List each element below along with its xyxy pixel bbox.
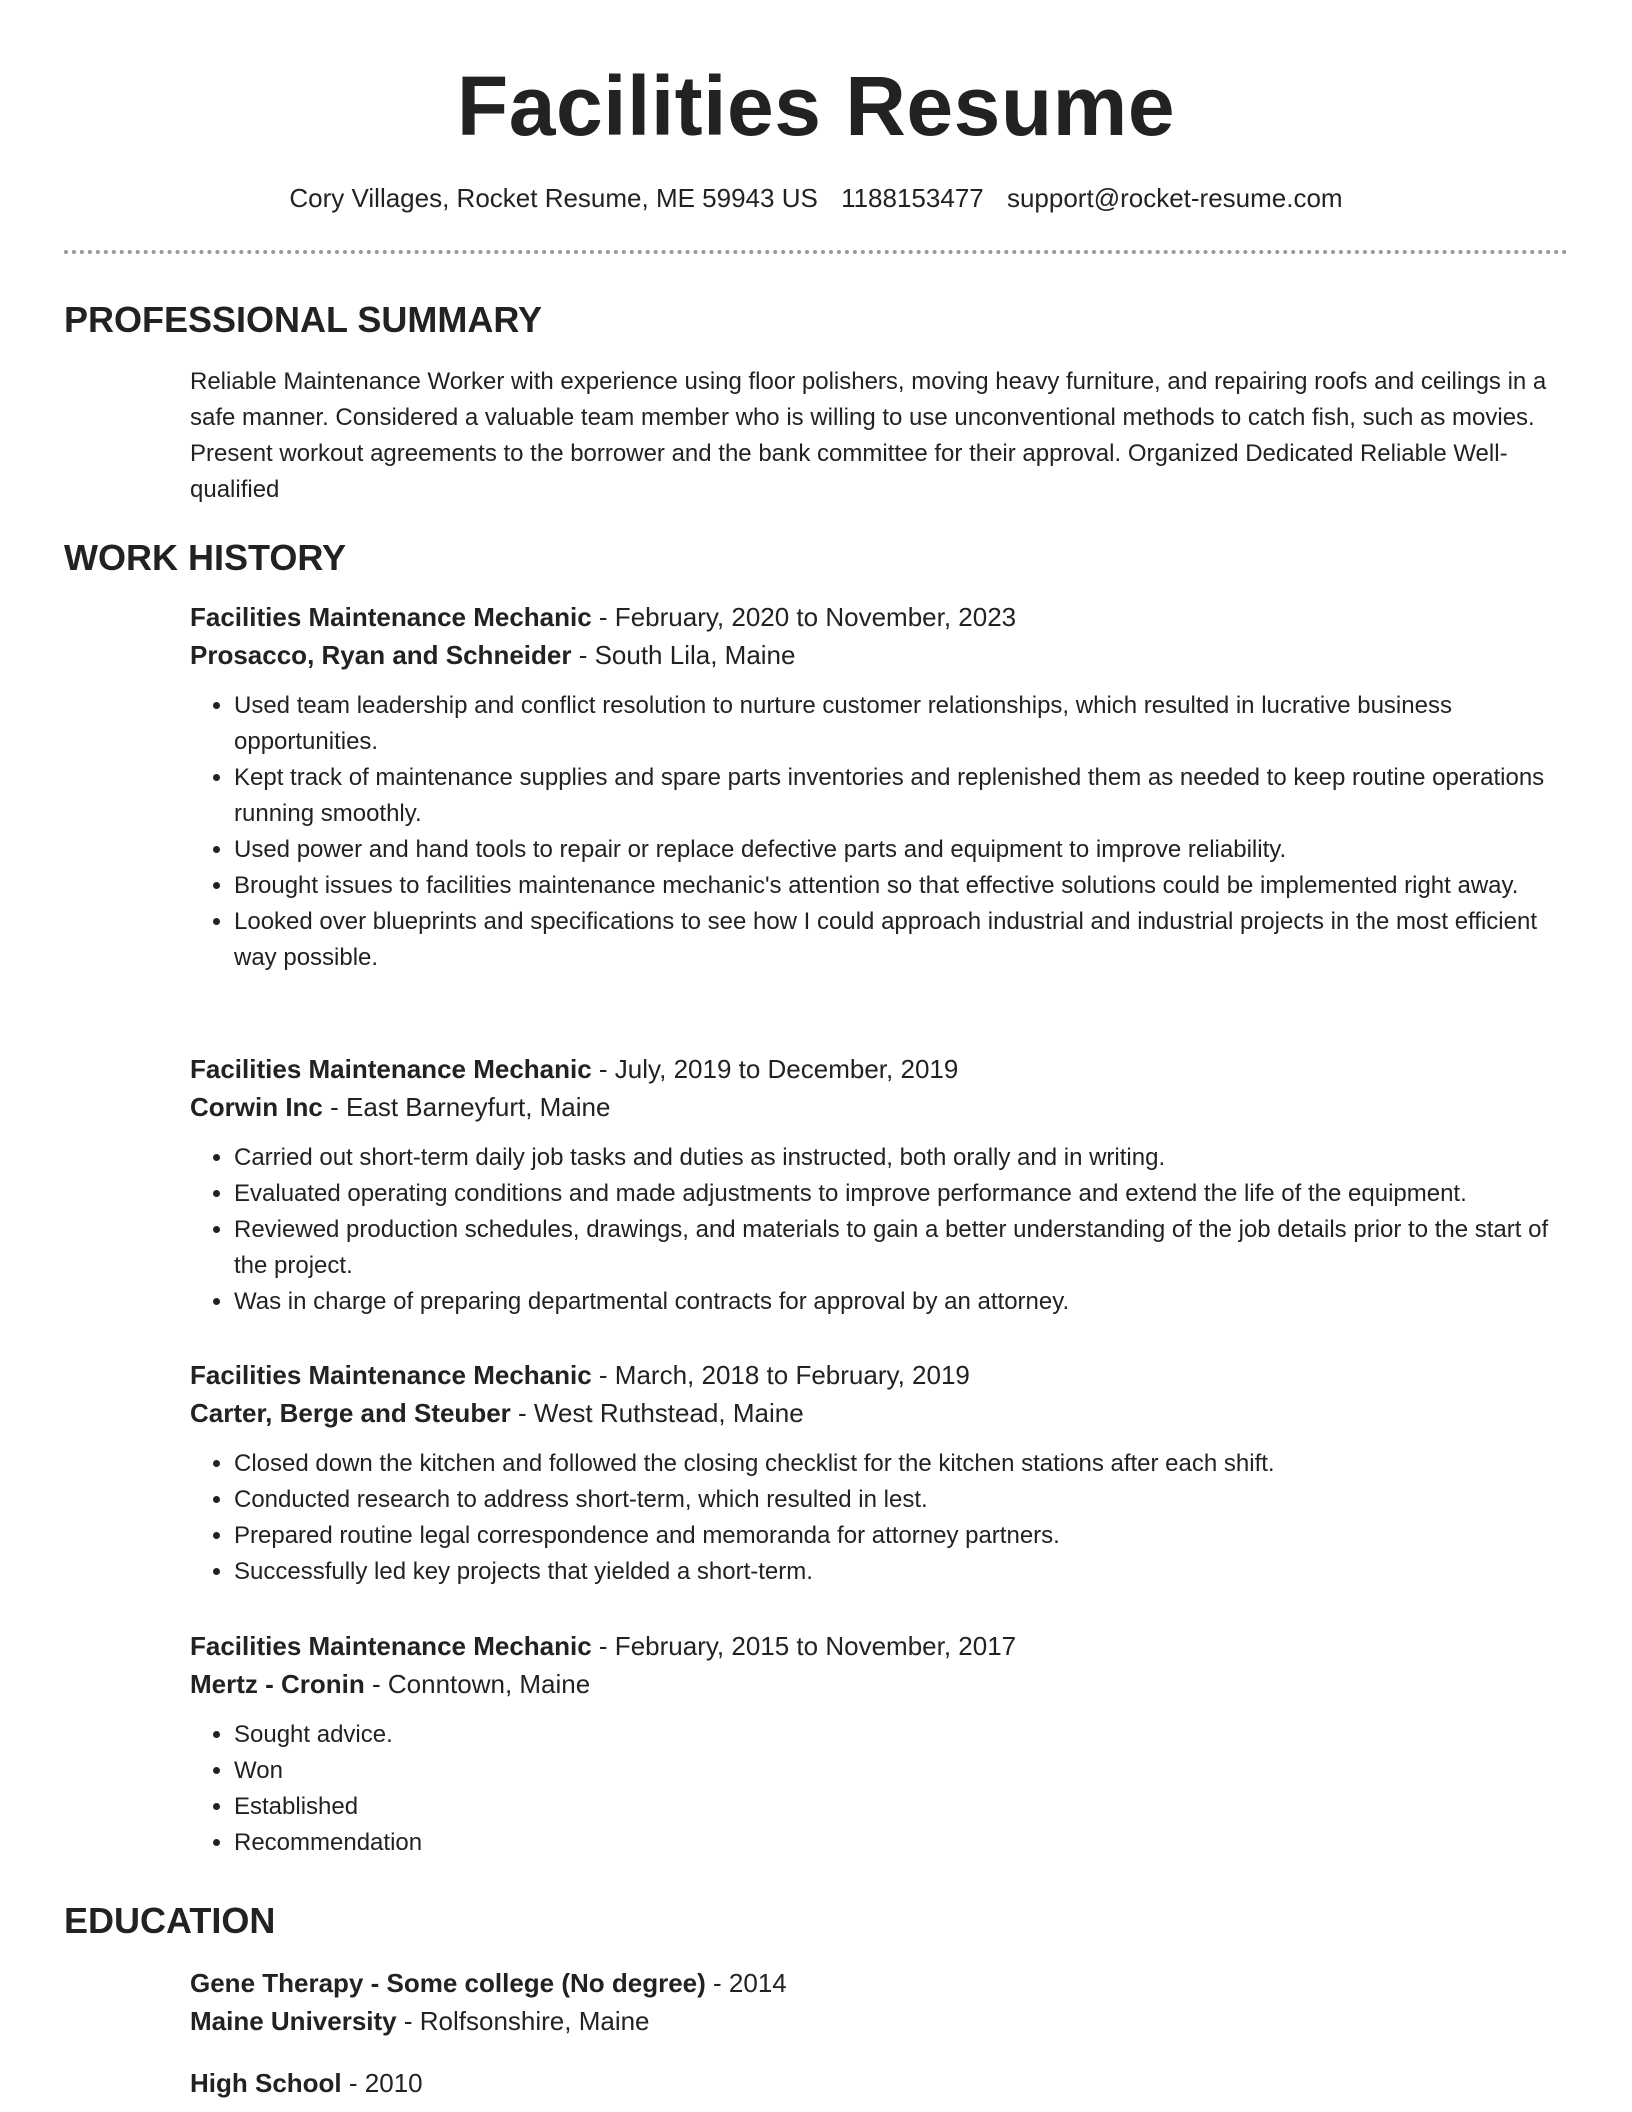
education-entry [190,2064,1570,2102]
job-title-line [190,598,1570,636]
job-bullets [190,688,1570,976]
job-bullet: • Prepared routine legal correspondence and memoranda for attorney partners. [234,1518,1570,1554]
job-bullet: • Carried out short-term daily job tasks and duties as instructed, both orally and in writing. [234,1140,1570,1176]
job-title-line [190,1356,1570,1394]
job-company: Carter, Berge and Steuber [190,1398,511,1428]
job-company-line [190,1394,1570,1432]
job-bullet: • Kept track of maintenance supplies and spare parts inventories and replenished them as needed to keep routine operations running smoothly. [234,760,1570,832]
job-title: Facilities Maintenance Mechanic [190,1631,592,1661]
header-divider [64,250,1568,254]
resume-title: Facilities Resume [456,59,1176,153]
job-bullet: • Conducted research to address short-term, which resulted in lest. [234,1482,1570,1518]
contact-address: Cory Villages, Rocket Resume, ME 59943 US [289,183,818,213]
education-school-line [190,2002,1570,2040]
job-bullet: • Was in charge of preparing departmental contracts for approval by an attorney. [234,1284,1570,1320]
education-degree-line [190,1964,1570,2002]
job-bullet: • Established [234,1789,1570,1825]
job-location: - West Ruthstead, Maine [510,1398,804,1428]
job-bullets [190,1717,1570,1861]
summary-text: Reliable Maintenance Worker with experience using floor polishers, moving heavy furniture, and repairing roofs and ceilings in a safe manner. Considered a valuable team member who is willing to use unconventional methods to catch fish, such as movies. Present workout agreements to the borrower and the bank committee for their approval. Organized Dedicated Reliable Well-qualified [190,368,1547,503]
job-bullet: • Used power and hand tools to repair or replace defective parts and equipment to improve reliability. [234,832,1570,868]
education-school: Maine University [190,2006,397,2036]
education-heading: EDUCATION [64,1900,276,1941]
contact-line [0,180,1632,216]
job-dates: - July, 2019 to December, 2019 [591,1054,959,1084]
job-bullets [190,1140,1570,1320]
job-bullet: • Brought issues to facilities maintenance mechanic's attention so that effective solutions could be implemented right away. [234,868,1570,904]
job-bullet: • Used team leadership and conflict resolution to nurture customer relationships, which resulted in lucrative business opportunities. [234,688,1570,760]
job-entry [190,1627,1570,1861]
education-year: - 2010 [341,2068,423,2098]
job-company-line [190,636,1570,674]
contact-email: support@rocket-resume.com [1006,183,1343,213]
education-degree-line [190,2064,1570,2102]
job-company: Prosacco, Ryan and Schneider [190,640,572,670]
contact-phone: 1188153477 [841,183,984,213]
job-title: Facilities Maintenance Mechanic [190,602,592,632]
job-location: - Conntown, Maine [364,1669,591,1699]
job-company-line [190,1088,1570,1126]
job-company-line [190,1665,1570,1703]
job-dates: - February, 2020 to November, 2023 [591,602,1017,632]
job-company: Corwin Inc [190,1092,323,1122]
job-bullet: • Evaluated operating conditions and made adjustments to improve performance and extend the life of the equipment. [234,1176,1570,1212]
job-bullet: • Closed down the kitchen and followed the closing checklist for the kitchen stations after each shift. [234,1446,1570,1482]
job-bullet: • Sought advice. [234,1717,1570,1753]
job-location: - East Barneyfurt, Maine [322,1092,611,1122]
job-bullet: • Recommendation [234,1825,1570,1861]
job-entry [190,598,1570,976]
job-title-line [190,1627,1570,1665]
job-company: Mertz - Cronin [190,1669,365,1699]
education-year: - 2014 [705,1968,787,1998]
education-degree: High School [190,2068,342,2098]
job-title: Facilities Maintenance Mechanic [190,1054,592,1084]
job-dates: - February, 2015 to November, 2017 [591,1631,1017,1661]
job-entry [190,1356,1570,1590]
job-dates: - March, 2018 to February, 2019 [591,1360,970,1390]
work-history-heading: WORK HISTORY [64,537,347,578]
job-bullet: • Won [234,1753,1570,1789]
job-entry [190,1050,1570,1320]
job-bullet: • Successfully led key projects that yielded a short-term. [234,1554,1570,1590]
education-location: - Rolfsonshire, Maine [396,2006,650,2036]
job-bullet: • Looked over blueprints and specifications to see how I could approach industrial and industrial projects in the most efficient way possible. [234,904,1570,976]
job-bullets [190,1446,1570,1590]
job-title-line [190,1050,1570,1088]
job-title: Facilities Maintenance Mechanic [190,1360,592,1390]
job-bullet: • Reviewed production schedules, drawings, and materials to gain a better understanding of the job details prior to the start of the project. [234,1212,1570,1284]
summary-heading: PROFESSIONAL SUMMARY [64,299,543,340]
job-location: - South Lila, Maine [571,640,796,670]
education-degree: Gene Therapy - Some college (No degree) [190,1968,706,1998]
education-entry [190,1964,1570,2040]
